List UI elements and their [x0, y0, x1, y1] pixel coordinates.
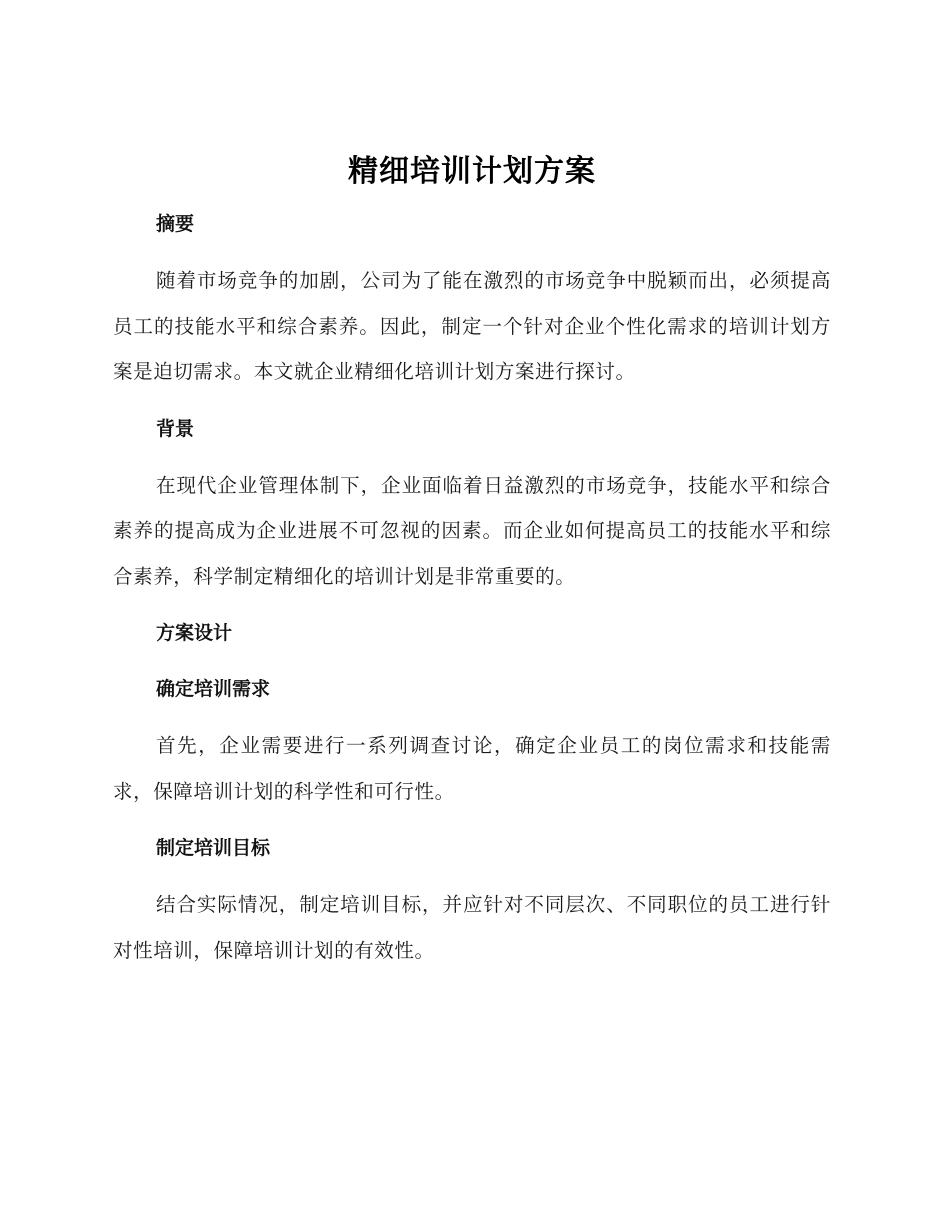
background-paragraph: 在现代企业管理体制下，企业面临着日益激烈的市场竞争，技能水平和综合素养的提高成为企业进展不可忽视的因素。而企业如何提高员工的技能水平和综合素养，科学制定精细化的培训计划是非常重要的。 — [113, 473, 831, 588]
document-title: 精细培训计划方案 — [348, 154, 596, 189]
document-body — [113, 148, 831, 973]
abstract-paragraph: 随着市场竞争的加剧，公司为了能在激烈的市场竞争中脱颖而出，必须提高员工的技能水平和综合素养。因此，制定一个针对企业个性化需求的培训计划方案是迫切需求。本文就企业精细化培训计划方案进行探讨。 — [113, 269, 831, 383]
needs-paragraph: 首先，企业需要进行一系列调查讨论，确定企业员工的岗位需求和技能需求，保障培训计划的科学性和可行性。 — [113, 734, 831, 803]
subsection-heading-needs: 确定培训需求 — [156, 678, 271, 700]
subsection-heading-goals: 制定培训目标 — [156, 837, 271, 859]
section-heading-abstract: 摘要 — [156, 213, 195, 235]
section-heading-background: 背景 — [156, 417, 195, 440]
goals-paragraph: 结合实际情况，制定培训目标，并应针对不同层次、不同职位的员工进行针对性培训，保障培训计划的有效性。 — [113, 893, 831, 962]
section-heading-design: 方案设计 — [156, 622, 233, 644]
